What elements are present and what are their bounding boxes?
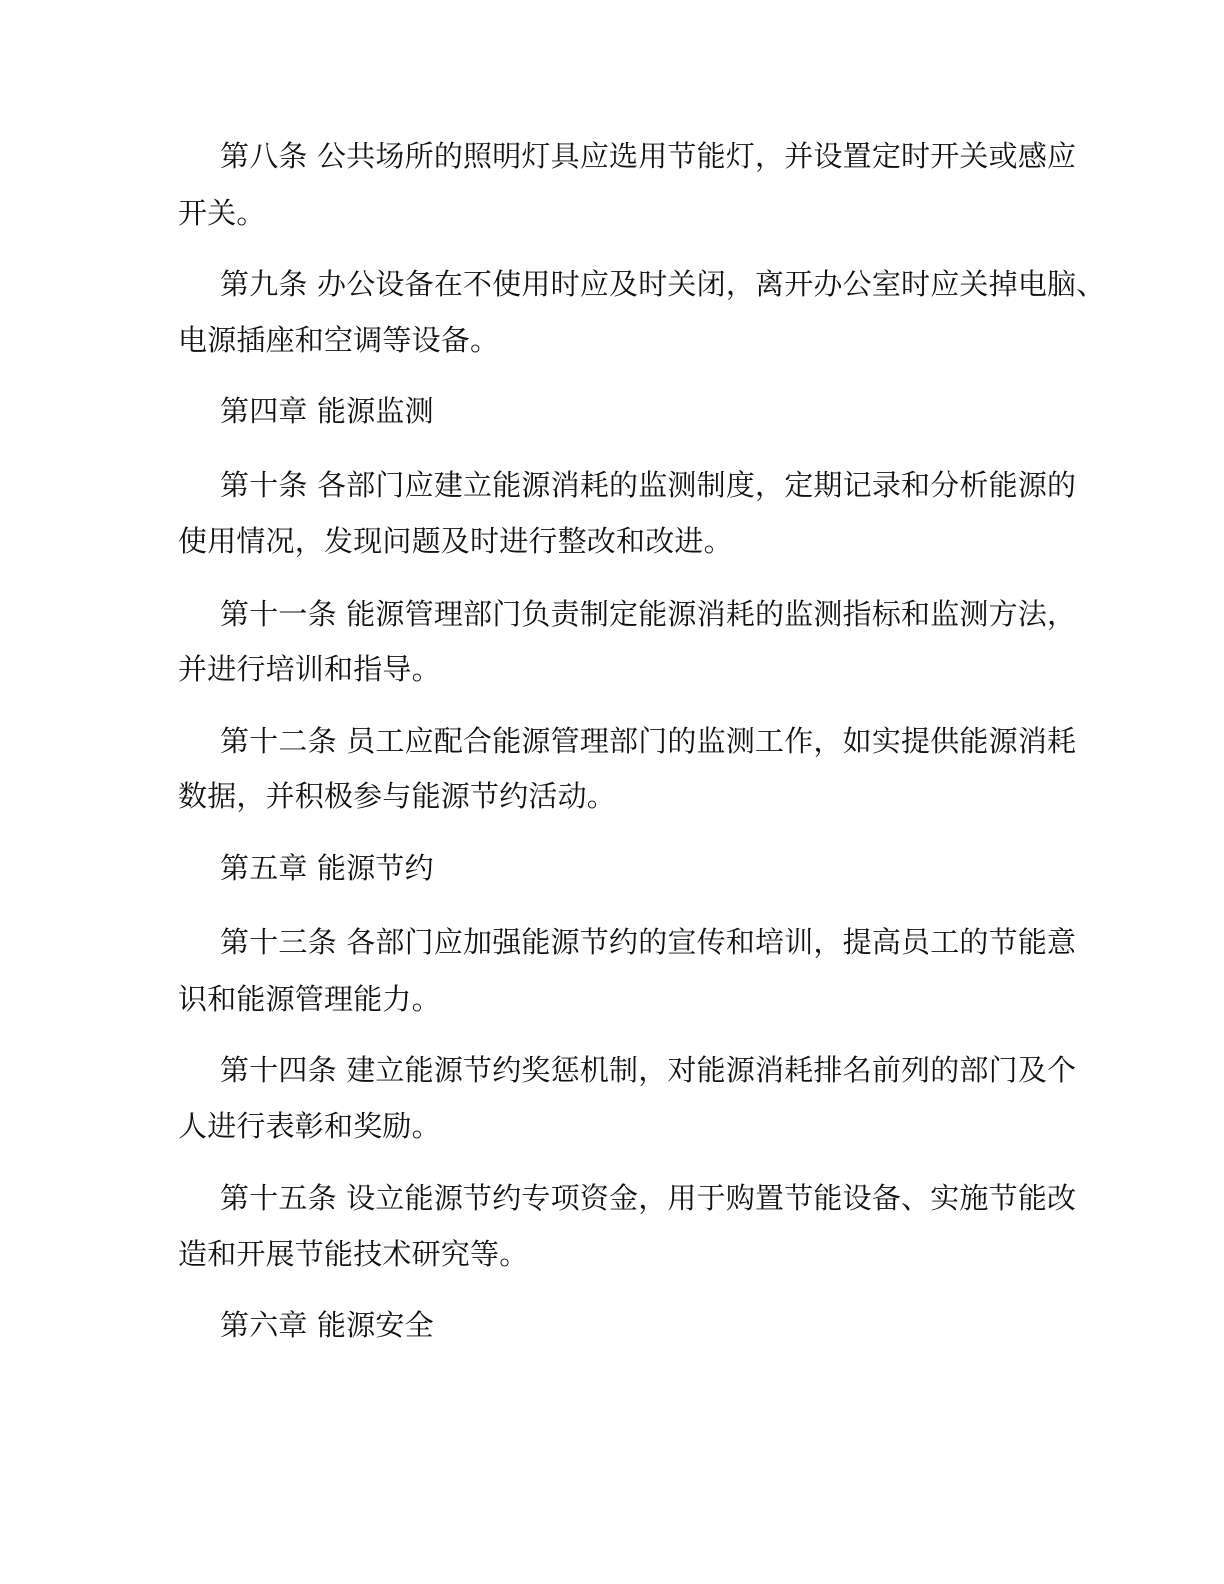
- paragraph-art15-line-1: 第十五条 设立能源节约专项资金，用于购置节能设备、实施节能改: [220, 1181, 1077, 1215]
- paragraph-art11-line-2: 并进行培训和指导。: [178, 652, 441, 686]
- paragraph-art11-line-1: 第十一条 能源管理部门负责制定能源消耗的监测指标和监测方法，: [220, 597, 1077, 631]
- paragraph-art8-line-1: 第八条 公共场所的照明灯具应选用节能灯，并设置定时开关或感应: [220, 139, 1077, 173]
- paragraph-art10-line-2: 使用情况，发现问题及时进行整改和改进。: [178, 524, 733, 558]
- paragraph-art13-line-2: 识和能源管理能力。: [178, 982, 441, 1016]
- chapter-heading-6: 第六章 能源安全: [220, 1308, 434, 1342]
- paragraph-art9-line-2: 电源插座和空调等设备。: [178, 323, 500, 357]
- chapter-heading-4: 第四章 能源监测: [220, 394, 434, 428]
- paragraph-art10-line-1: 第十条 各部门应建立能源消耗的监测制度，定期记录和分析能源的: [220, 468, 1077, 502]
- paragraph-art8-line-2: 开关。: [178, 196, 266, 230]
- paragraph-art14-line-1: 第十四条 建立能源节约奖惩机制，对能源消耗排名前列的部门及个: [220, 1053, 1077, 1087]
- paragraph-art14-line-2: 人进行表彰和奖励。: [178, 1109, 441, 1143]
- paragraph-art15-line-2: 造和开展节能技术研究等。: [178, 1237, 529, 1271]
- chapter-heading-5: 第五章 能源节约: [220, 851, 434, 885]
- paragraph-art13-line-1: 第十三条 各部门应加强能源节约的宣传和培训，提高员工的节能意: [220, 925, 1077, 959]
- paragraph-art9-line-1: 第九条 办公设备在不使用时应及时关闭，离开办公室时应关掉电脑、: [220, 267, 1106, 301]
- paragraph-art12-line-2: 数据，并积极参与能源节约活动。: [178, 779, 617, 813]
- paragraph-art12-line-1: 第十二条 员工应配合能源管理部门的监测工作，如实提供能源消耗: [220, 724, 1077, 758]
